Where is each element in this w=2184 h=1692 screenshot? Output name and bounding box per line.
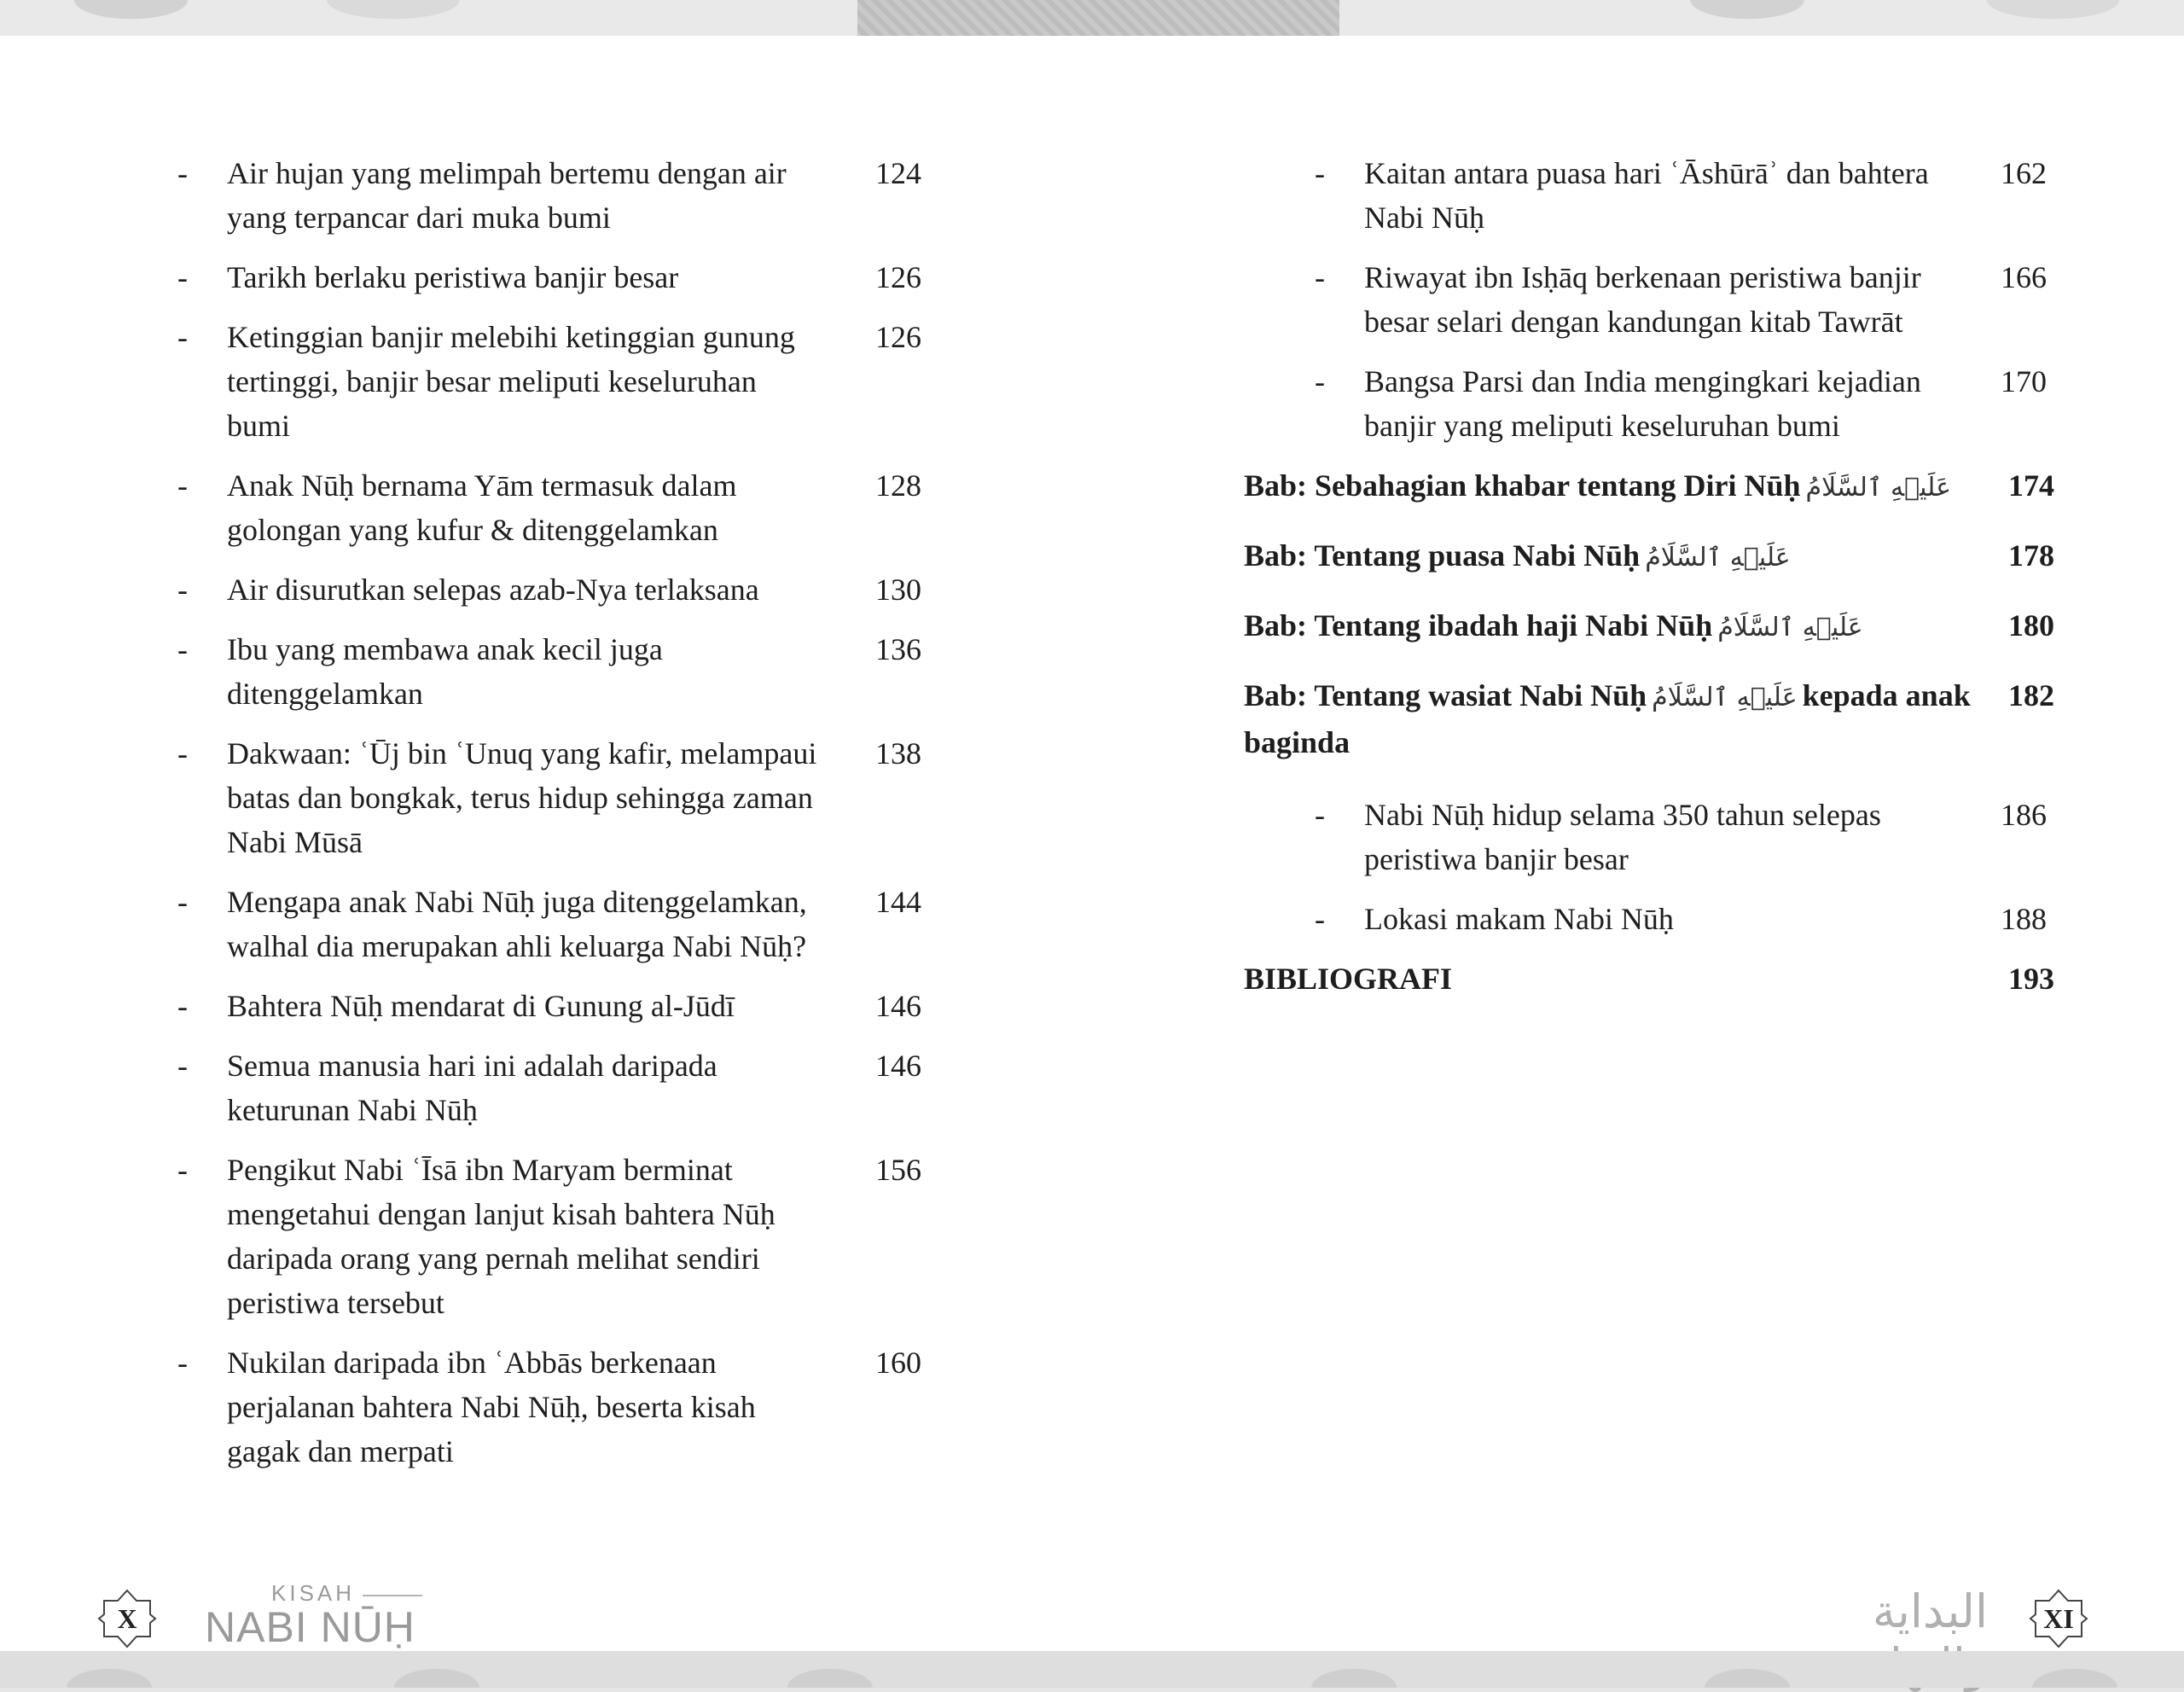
toc-page-number: 146 [875, 1049, 921, 1083]
toc-entry-title: Tarikh berlaku peristiwa banjir besar [227, 260, 679, 294]
toc-entry[interactable] [1315, 151, 2056, 240]
bullet-dash: - [177, 573, 188, 607]
toc-entry-title: Nukilan daripada ibn ʿAbbās berkenaan perjalanan bahtera Nabi Nūḥ, beserta kisah gagak dan merpati [227, 1346, 756, 1468]
toc-entry-title: Anak Nūḥ bernama Yām termasuk dalam golongan yang kufur & ditenggelamkan [227, 468, 737, 547]
toc-page-number: 188 [2001, 902, 2047, 936]
toc-page-number: 124 [875, 156, 921, 190]
toc-entry-title: Lokasi makam Nabi Nūḥ [1364, 902, 1674, 936]
toc-chapter-title: Bab: Sebahagian khabar tentang Diri Nūḥ [1244, 468, 1801, 503]
toc-bibliography[interactable] [1244, 956, 2056, 1001]
toc-entry[interactable] [177, 1340, 921, 1474]
toc-entry[interactable] [177, 731, 921, 864]
toc-page-number: 180 [2008, 608, 2054, 642]
decorative-bottom-band [0, 1651, 2184, 1688]
toc-entry[interactable] [177, 463, 921, 552]
toc-chapter-heading[interactable] [1244, 603, 2056, 650]
brand-divider [363, 1595, 422, 1596]
toc-page-number: 170 [2001, 364, 2047, 398]
bullet-dash: - [1315, 798, 1325, 832]
toc-page-number: 136 [875, 632, 921, 666]
toc-page-number: 156 [875, 1153, 921, 1187]
toc-page-number: 193 [2008, 962, 2054, 996]
toc-entry-title: Ketinggian banjir melebihi ketinggian gunung tertinggi, banjir besar meliputi keseluruhan bumi [227, 320, 795, 443]
bullet-dash: - [177, 736, 188, 770]
toc-entry[interactable] [177, 880, 921, 968]
bullet-dash: - [177, 320, 188, 354]
toc-entry-title: Pengikut Nabi ʿĪsā ibn Maryam berminat mengetahui dengan lanjut kisah bahtera Nūḥ daripada orang yang pernah melihat sendiri peristiwa tersebut [227, 1153, 775, 1320]
honorific-calligraphy: عَلَيۡهِ ٱلسَّلَامُ [1717, 613, 1863, 642]
toc-entry-title: Mengapa anak Nabi Nūḥ juga ditenggelamkan, walhal dia merupakan ahli keluarga Nabi Nūḥ? [227, 885, 807, 963]
toc-page-number: 130 [875, 573, 921, 607]
toc-page-number: 166 [2001, 260, 2047, 294]
toc-page-number: 144 [875, 885, 921, 919]
bullet-dash: - [1315, 156, 1325, 190]
toc-chapter-title: BIBLIOGRAFI [1244, 962, 1453, 996]
toc-page-number: 146 [875, 989, 921, 1023]
toc-entry-title: Ibu yang membawa anak kecil juga ditenggelamkan [227, 632, 663, 711]
toc-page-number: 178 [2008, 538, 2054, 573]
page-number-right: XI [2043, 1602, 2074, 1634]
bullet-dash: - [177, 1049, 188, 1083]
toc-entry-title: Bangsa Parsi dan India mengingkari kejadian banjir yang meliputi keseluruhan bumi [1364, 364, 1921, 443]
toc-entry[interactable] [1315, 359, 2056, 448]
toc-entry[interactable] [177, 567, 921, 612]
toc-entry-title: Riwayat ibn Isḥāq berkenaan peristiwa banjir besar selari dengan kandungan kitab Tawrāt [1364, 260, 1921, 339]
page-number-badge-right [2029, 1589, 2088, 1648]
toc-page-number: 126 [875, 320, 921, 354]
bullet-dash: - [177, 632, 188, 666]
honorific-calligraphy: عَلَيۡهِ ٱلسَّلَامُ [1652, 683, 1798, 712]
toc-chapter-title: Bab: Tentang ibadah haji Nabi Nūḥ [1244, 608, 1713, 642]
toc-entry-title: Air disurutkan selepas azab-Nya terlaksana [227, 573, 759, 607]
page-number-left: X [117, 1602, 137, 1634]
toc-chapter-title: Bab: Tentang wasiat Nabi Nūḥ [1244, 678, 1647, 712]
toc-entry[interactable] [1315, 897, 2056, 941]
toc-page-number: 126 [875, 260, 921, 294]
toc-chapter-title: Bab: Tentang puasa Nabi Nūḥ [1244, 538, 1641, 573]
toc-entry-title: Nabi Nūḥ hidup selama 350 tahun selepas peristiwa banjir besar [1364, 798, 1881, 876]
toc-entry[interactable] [1315, 255, 2056, 344]
bullet-dash: - [177, 468, 188, 503]
toc-entry[interactable] [1315, 793, 2056, 881]
left-page-toc [177, 151, 921, 1489]
book-spread [0, 36, 2184, 1651]
toc-entry-title: Air hujan yang melimpah bertemu dengan air yang terpancar dari muka bumi [227, 156, 787, 235]
toc-page-number: 174 [2008, 468, 2054, 503]
toc-entry[interactable] [177, 315, 921, 448]
bullet-dash: - [177, 1153, 188, 1187]
toc-entry[interactable] [177, 255, 921, 299]
brand-title: NABI NŪḤ [205, 1603, 415, 1651]
toc-entry[interactable] [177, 627, 921, 716]
bullet-dash: - [177, 156, 188, 190]
toc-page-number: 138 [875, 736, 921, 770]
page-number-badge-left [97, 1589, 157, 1648]
toc-entry[interactable] [177, 1044, 921, 1132]
toc-entry[interactable] [177, 984, 921, 1028]
toc-entry[interactable] [177, 1148, 921, 1325]
right-page-toc [1244, 151, 2056, 1024]
toc-chapter-heading[interactable] [1244, 463, 2056, 510]
toc-entry-title: Bahtera Nūḥ mendarat di Gunung al-Jūdī [227, 989, 735, 1023]
bullet-dash: - [1315, 902, 1325, 936]
toc-entry-title: Semua manusia hari ini adalah daripada keturunan Nabi Nūḥ [227, 1049, 717, 1127]
toc-entry-title: Kaitan antara puasa hari ʿĀshūrāʾ dan bahtera Nabi Nūḥ [1364, 156, 1929, 235]
toc-entry[interactable] [177, 151, 921, 240]
toc-page-number: 160 [875, 1346, 921, 1380]
bullet-dash: - [177, 885, 188, 919]
bullet-dash: - [1315, 364, 1325, 398]
toc-chapter-heading[interactable] [1244, 533, 2056, 580]
toc-entry-title: Dakwaan: ʿŪj bin ʿUnuq yang kafir, melampaui batas dan bongkak, terus hidup sehingga zaman Nabi Mūsā [227, 736, 817, 859]
toc-page-number: 128 [875, 468, 921, 503]
toc-page-number: 162 [2001, 156, 2047, 190]
toc-page-number: 186 [2001, 798, 2047, 832]
bullet-dash: - [177, 260, 188, 294]
bullet-dash: - [177, 1346, 188, 1380]
honorific-calligraphy: عَلَيۡهِ ٱلسَّلَامُ [1805, 473, 1951, 503]
toc-chapter-title-continued: kepada anak baginda [1244, 678, 1971, 759]
toc-chapter-heading[interactable] [1244, 673, 2056, 765]
bullet-dash: - [177, 989, 188, 1023]
brand-kisah: KISAH [271, 1580, 356, 1606]
arabic-title-calligraphy: البداية [1872, 1584, 1988, 1638]
honorific-calligraphy: عَلَيۡهِ ٱلسَّلَامُ [1645, 543, 1791, 573]
decorative-top-ornament [857, 0, 1339, 39]
bullet-dash: - [1315, 260, 1325, 294]
toc-page-number: 182 [2008, 678, 2054, 712]
